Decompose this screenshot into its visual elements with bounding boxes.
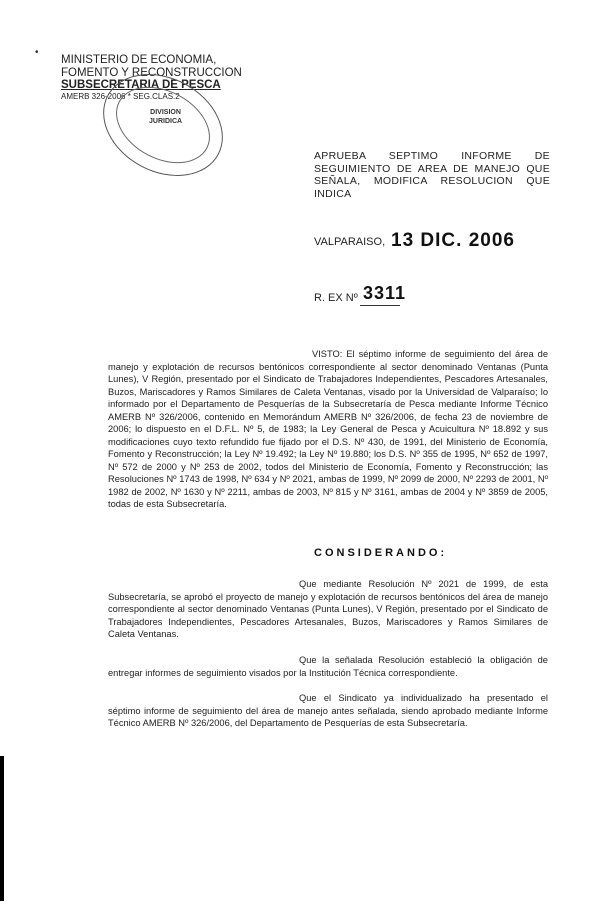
visto-text: El séptimo informe de seguimiento del área de manejo y explotación de recursos bentónicos correspondiente al sector denominado Ventanas (Punta Lunes), V Región, presentado por el Sindicato de Trabajadores Independientes, Pescadores Artesanales, Buzos, Mariscadores y Ramos Similares de Caleta Ventanas, visado por la Universidad de Valparaíso; lo informado por el Departamento de Pesquerías de la Subsecretaría de Pesca mediante Informe Técnico AMERB Nº 326/2006, contenido en Memorándum AMERB Nº 326/2006, de fecha 23 de noviembre de 2006; lo dispuesto en el D.F.L. Nº 5, de 1983; la Ley General de Pesca y Acuicultura Nº 18.892 y sus modificaciones cuyo texto refundido fue fijado por el D.S. Nº 430, de 1991, del Ministerio de Economía, Fomento y Reconstrucción; la Ley Nº 19.492; la Ley Nº 19.880; los D.S. Nº 355 de 1995, Nº 652 de 1997, Nº 572 de 2000 y Nº 253 de 2002, todos del Ministerio de Economía, Fomento y Reconstrucción; las Resoluciones Nº 1743 de 1998, Nº 634 y Nº 2021, ambas de 1999, Nº 2099 de 2000, Nº 2293 de 2001, Nº 1982 de 2002, Nº 1630 y Nº 2211, ambas de 2003, Nº 815 y Nº 3161, ambas de 2004 y Nº 3859 de 2005, todas de esta Subsecretaría. [108,349,548,509]
considerando-2-lead: Que la señalada Resolución estableció la obligación [299,655,533,665]
considerando-3-lead: Que el Sindicato ya individualizado ha presentado el [299,693,548,703]
resolution-underline [360,305,400,306]
place-label: VALPARAISO, [314,236,386,248]
ministry-line-2: FOMENTO Y RECONSTRUCCION [61,66,242,79]
considerando-1-text: Subsecretaría, se aprobó el proyecto de manejo y explotación de recursos bentónicos del área de manejo correspondiente al sector denominado Ventanas (Punta Lunes), V Región, presentado por el Sindicato de Trabajadores Independientes, Pescadores Artesanales, Buzos, Mariscadores y Ramos Similares de Caleta Ventanas. [108,591,548,639]
reference-line: AMERB 326-2006 * SEG.CLAS.2 [61,91,180,101]
resolution-number: 3311 [363,283,407,303]
ministry-line-1: MINISTERIO DE ECONOMIA, [61,54,217,66]
considerando-1-lead: Que mediante Resolución Nº 2021 de 1999, de esta [299,579,548,589]
considerando-2 [108,654,548,679]
page-mark: • [35,47,39,58]
considerando-heading: CONSIDERANDO: [314,547,448,559]
official-stamp-text: DIVISION JURIDICA [149,109,183,125]
considerando-3-text: séptimo informe de seguimiento del área de manejo antes señalada, siendo aprobado mediante Informe Técnico AMERB Nº 326/2006, del Departamento de Pesquerías de esta Subsecretaría. [108,705,548,728]
visto-lead: VISTO: [312,349,343,359]
issue-date: 13 DIC. 2006 [391,230,515,251]
resolution-label: R. EX Nº [314,292,358,304]
document-title: APRUEBA SEPTIMO INFORME DE SEGUIMIENTO DE AREA DE MANEJO QUE SEÑALA, MODIFICA RESOLUCION QUE INDICA [314,150,550,200]
considerando-3 [108,692,548,730]
considerando-2-text: de entregar informes de seguimiento visados por la Institución Técnica correspondiente. [108,655,548,678]
subsecretaria-line: SUBSECRETARIA DE PESCA [61,79,221,91]
visto-paragraph [108,348,548,511]
scan-edge-mark [0,756,4,901]
considerando-1 [108,578,548,641]
